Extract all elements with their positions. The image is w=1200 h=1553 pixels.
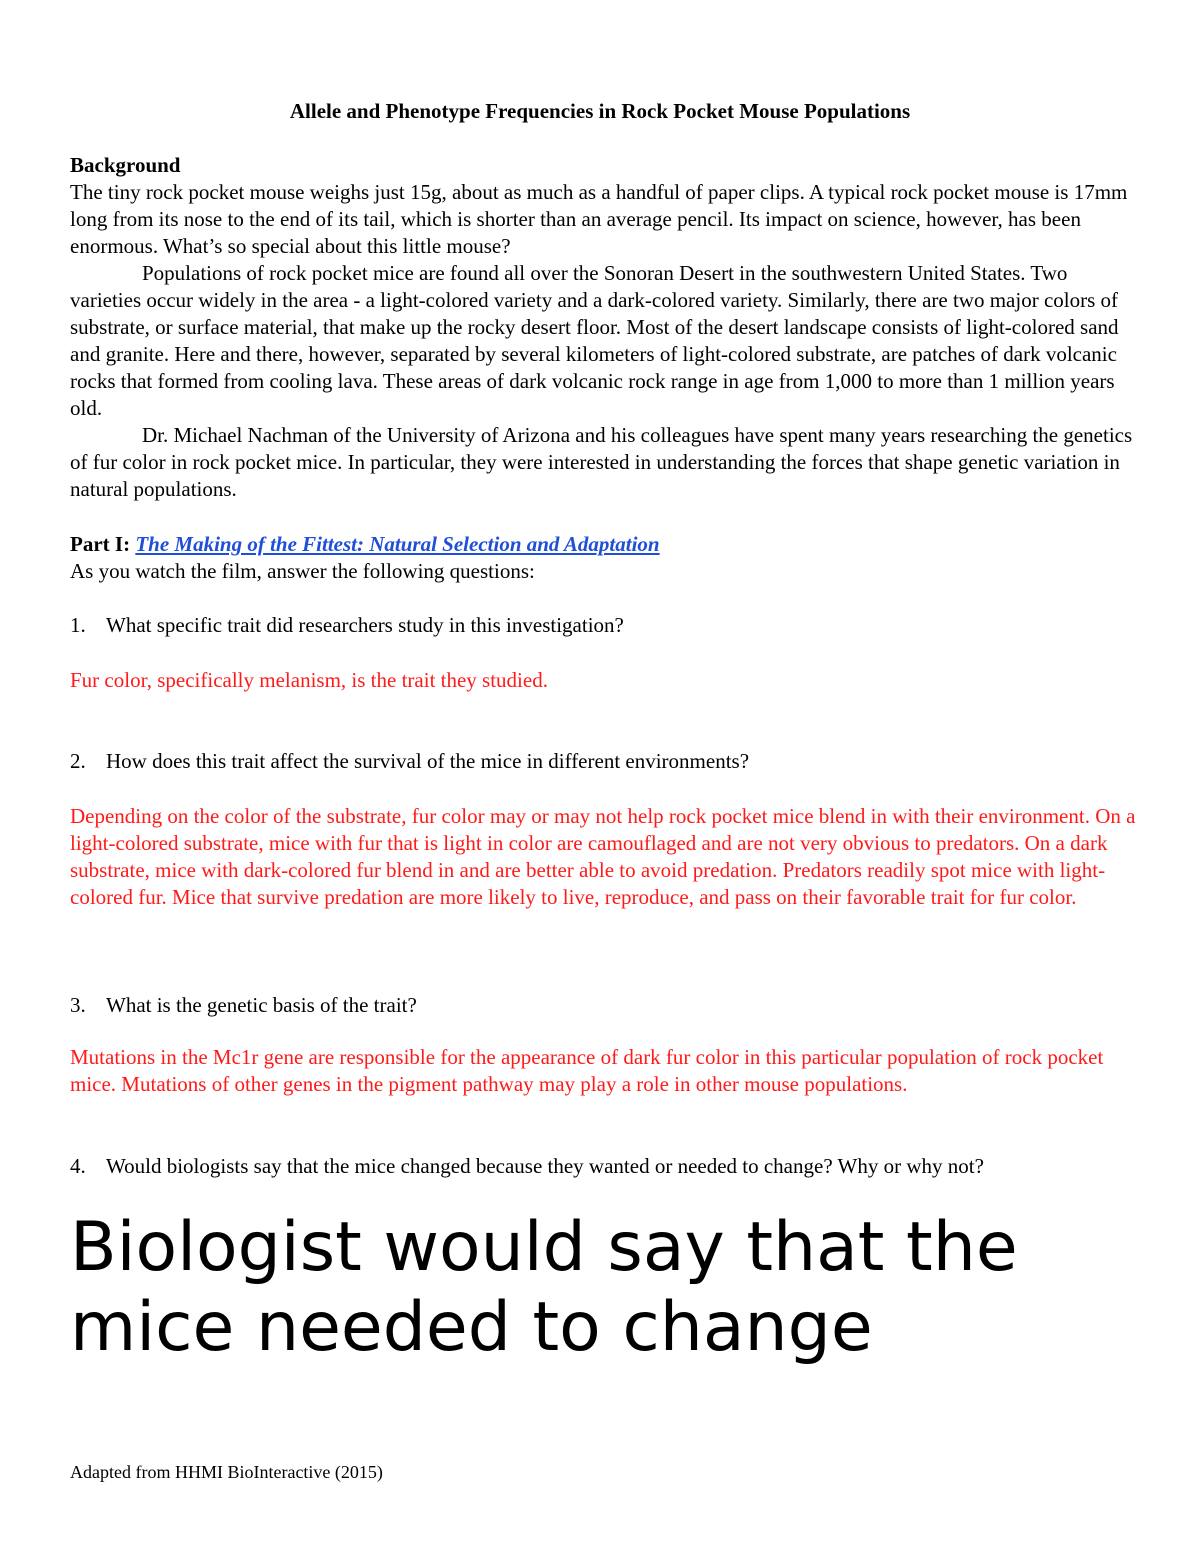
answer-2: Depending on the color of the substrate, fur color may or may not help rock pocket mice blend in with their environment. On a light-colored substrate, mice with fur that is light in color are camouflaged and are not very obvious to predators. On a dark substrate, mice with dark-colored fur blend in and are better able to avoid predation. Predators readily spot mice with light-colored fur. Mice that survive predation are more likely to live, reproduce, and pass on their favorable trait for fur color. xyxy=(70,804,1136,909)
answer-3: Mutations in the Mc1r gene are responsible for the appearance of dark fur color in this particular population of rock pocket mice. Mutations of other genes in the pigment pathway may play a role in other mouse populations. xyxy=(70,1045,1104,1096)
footer-attribution: Adapted from HHMI BioInteractive (2015) xyxy=(70,1462,383,1482)
question-text: Would biologists say that the mice changed because they wanted or needed to change? Why or why not? xyxy=(106,1154,984,1178)
background-paragraph-1: The tiny rock pocket mouse weighs just 15g, about as much as a handful of paper clips. A typical rock pocket mouse is 17mm long from its nose to the end of its tail, which is shorter than an average pencil. Its impact on science, however, has been enormous. What’s so special about this little mouse? xyxy=(70,180,1128,258)
background-paragraph-3: Dr. Michael Nachman of the University of Arizona and his colleagues have spent many years researching the genetics of fur color in rock pocket mice. In particular, they were interested in understanding the forces that shape genetic variation in natural populations. xyxy=(70,423,1133,501)
background-paragraph-2: Populations of rock pocket mice are found all over the Sonoran Desert in the southwestern United States. Two varieties occur widely in the area - a light-colored variety and a dark-colored variety. Similarly, there are two major colors of substrate, or surface material, that make up the rocky desert floor. Most of the desert landscape consists of light-colored sand and granite. Here and there, however, separated by several kilometers of light-colored substrate, are patches of dark volcanic rocks that formed from cooling lava. These areas of dark volcanic rock range in age from 1,000 to more than 1 million years old. xyxy=(70,261,1119,420)
question-3 xyxy=(70,992,417,1019)
part-1-instruction: As you watch the film, answer the following questions: xyxy=(70,559,535,583)
question-number: 2. xyxy=(70,749,86,773)
part-1-heading xyxy=(70,531,660,558)
question-1 xyxy=(70,612,624,639)
background-section xyxy=(70,152,1140,503)
part-1-label: Part I: xyxy=(70,532,131,556)
answer-4: Biologist would say that the mice needed to change xyxy=(70,1208,1018,1367)
document-title: Allele and Phenotype Frequencies in Rock Pocket Mouse Populations xyxy=(289,99,911,123)
question-4 xyxy=(70,1153,984,1180)
question-number: 4. xyxy=(70,1154,86,1178)
film-title-link[interactable]: The Making of the Fittest: Natural Selection and Adaptation xyxy=(135,532,660,556)
question-number: 1. xyxy=(70,613,86,637)
question-number: 3. xyxy=(70,993,86,1017)
question-text: How does this trait affect the survival of the mice in different environments? xyxy=(106,749,750,773)
background-heading: Background xyxy=(70,153,181,177)
question-text: What is the genetic basis of the trait? xyxy=(106,993,417,1017)
answer-1: Fur color, specifically melanism, is the trait they studied. xyxy=(70,668,548,692)
question-2 xyxy=(70,748,749,775)
question-text: What specific trait did researchers study in this investigation? xyxy=(106,613,624,637)
